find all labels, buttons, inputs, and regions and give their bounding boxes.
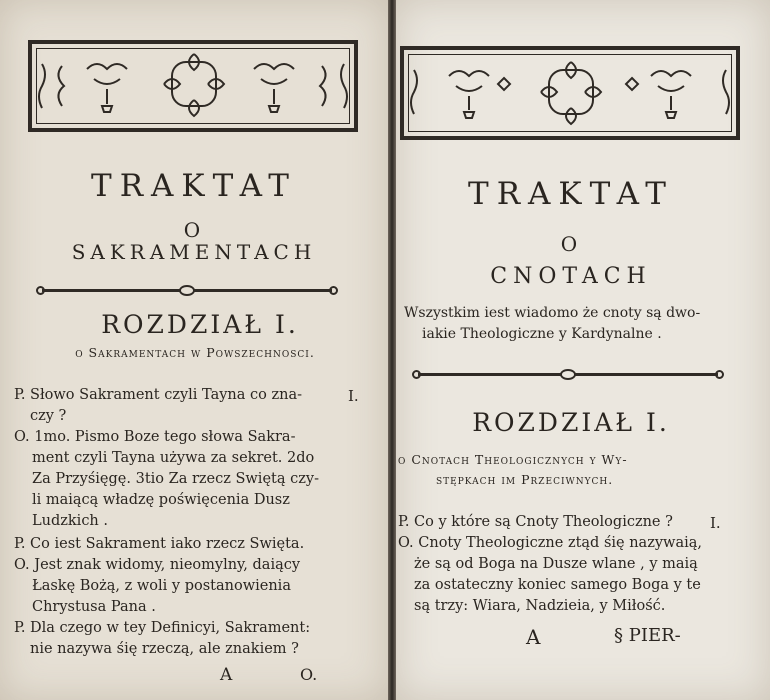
text-line: Łaskę Bożą, z woli y postanowienia [32, 578, 291, 594]
page-subtitle: CNOTACH [490, 264, 652, 289]
floral-ornament-icon [32, 44, 354, 128]
text-line: za ostateczny koniec samego Boga y te [414, 577, 701, 593]
chapter-heading: ROZDZIAŁ I. [472, 408, 670, 437]
text-line: O. Cnoty Theologiczne ztąd śię nazywaią, [398, 535, 702, 551]
text-line: nie nazywa śię rzeczą, ale znakiem ? [30, 641, 299, 657]
intro-line: Wszystkim iest wiadomo że cnoty są dwo- [404, 305, 701, 321]
text-line: Za Przyśięgę. 3tio Za rzecz Swiętą czy- [32, 471, 319, 487]
catchword: O. [300, 665, 318, 684]
text-line: P. Dla czego w tey Definicyi, Sakrament: [14, 620, 311, 636]
text-line: są trzy: Wiara, Nadzieia, y Miłość. [414, 598, 666, 614]
chapter-heading: ROZDZIAŁ I. [101, 310, 299, 339]
headpiece-ornament [28, 40, 358, 132]
text-line: Chrystusa Pana . [32, 599, 156, 615]
text-line: ment czyli Tayna używa za sekret. 2do [32, 450, 315, 466]
page-title: TRAKTAT [468, 176, 674, 212]
text-line: P. Co iest Sakrament iako rzecz Swięta. [14, 536, 305, 552]
text-line: Ludzkich . [32, 513, 108, 529]
title-o: O [183, 218, 205, 242]
margin-note: I. [348, 387, 359, 405]
chapter-subheading: stępkach im Przeciwnych. [436, 472, 614, 487]
book-gutter [388, 0, 396, 700]
signature-mark: A [526, 625, 541, 649]
chapter-subheading: o Sakramentach w Powszechnosci. [75, 345, 315, 360]
text-line: że są od Boga na Dusze wlane , y maią [414, 556, 698, 572]
page-title: TRAKTAT [91, 168, 297, 204]
text-line: li maiącą władzę poświęcenia Dusz [32, 492, 290, 508]
text-line: O. Jest znak widomy, nieomylny, daiący [14, 557, 301, 573]
headpiece-ornament [400, 46, 740, 140]
decorative-rule [418, 373, 718, 376]
page-subtitle: SAKRAMENTACH [71, 240, 317, 264]
catchword: § PIER- [614, 625, 681, 646]
chapter-subheading: o Cnotach Theologicznych y Wy- [398, 452, 628, 467]
text-line: czy ? [30, 408, 67, 424]
text-line: O. 1mo. Pismo Boze tego słowa Sakra- [14, 429, 296, 445]
text-line: P. Słowo Sakrament czyli Tayna co zna- [14, 387, 302, 403]
right-page [396, 0, 770, 700]
title-o: O [560, 232, 582, 256]
margin-note: I. [710, 514, 721, 532]
signature-mark: A [220, 665, 233, 685]
decorative-rule [42, 289, 332, 292]
intro-line: iakie Theologiczne y Kardynalne . [422, 326, 662, 342]
text-line: P. Co y które są Cnoty Theologiczne ? [398, 514, 673, 530]
floral-ornament-icon [404, 50, 736, 136]
